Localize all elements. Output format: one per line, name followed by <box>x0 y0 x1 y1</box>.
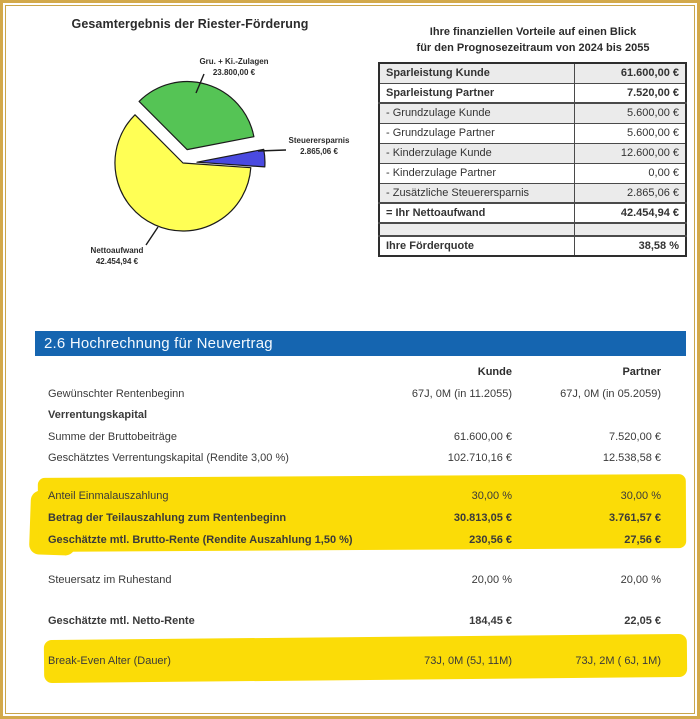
row-value: 2.865,06 € <box>574 183 686 203</box>
projection-row-brutto-rente <box>0 534 700 549</box>
row-value-partner: 30,00 % <box>620 490 661 502</box>
table-row <box>379 183 686 203</box>
row-value: 38,58 % <box>574 236 686 256</box>
projection-row-verrentungskapital-rendite <box>0 452 700 467</box>
benefits-title-line1: Ihre finanziellen Vorteile auf einen Blick <box>429 26 637 38</box>
row-value: 61.600,00 € <box>574 63 686 83</box>
benefits-title-line2: für den Prognosezeitraum von 2024 bis 2055 <box>416 42 650 54</box>
pie-connector-yellow <box>146 227 158 245</box>
row-value-partner: 67J, 0M (in 05.2059) <box>560 388 661 400</box>
row-label: Break-Even Alter (Dauer) <box>48 655 171 667</box>
row-value-kunde: 67J, 0M (in 11.2055) <box>411 388 512 400</box>
row-value-kunde: 102.710,16 € <box>447 452 512 464</box>
row-value: 0,00 € <box>574 163 686 183</box>
table-row-spacer <box>379 223 686 236</box>
row-value-kunde: 61.600,00 € <box>453 431 512 443</box>
row-value-kunde: 30,00 % <box>471 490 512 502</box>
projection-column-headers <box>0 366 700 381</box>
projection-row-verrentungskapital <box>0 409 700 424</box>
row-value-partner: 73J, 2M ( 6J, 1M) <box>575 655 661 667</box>
row-value-kunde: 20,00 % <box>471 574 512 586</box>
row-label: - Zusätzliche Steuerersparnis <box>379 183 574 203</box>
row-value: 12.600,00 € <box>574 143 686 163</box>
row-label: - Kinderzulage Partner <box>379 163 574 183</box>
row-label: Steuersatz im Ruhestand <box>48 574 172 586</box>
row-value-partner: 20,00 % <box>620 574 661 586</box>
table-row <box>379 83 686 103</box>
projection-row-bruttobeitraege <box>0 431 700 446</box>
table-row <box>379 203 686 223</box>
row-label: Sparleistung Kunde <box>379 63 574 83</box>
projection-row-netto-rente <box>0 615 700 630</box>
projection-row-rentenbeginn <box>0 388 700 403</box>
benefits-summary <box>378 24 688 257</box>
pie-label-steuerersparnis <box>277 136 361 157</box>
column-header-kunde: Kunde <box>477 366 512 378</box>
row-value-kunde: 30.813,05 € <box>453 512 512 524</box>
row-label: Geschätzte mtl. Netto-Rente <box>48 615 195 627</box>
row-label: Geschätztes Verrentungskapital (Rendite 3,00 %) <box>48 452 289 464</box>
column-header-partner: Partner <box>622 366 661 378</box>
row-label: Summe der Bruttobeiträge <box>48 431 178 443</box>
projection-row-steuersatz <box>0 574 700 589</box>
row-value-kunde: 230,56 € <box>469 534 512 546</box>
pie-label-steuerersparnis-name: Steuerersparnis <box>288 136 350 145</box>
table-row <box>379 143 686 163</box>
pie-label-nettoaufwand-value: 42.454,94 € <box>95 256 139 266</box>
row-label: Anteil Einmalauszahlung <box>48 490 169 502</box>
row-value-partner: 27,56 € <box>624 534 661 546</box>
row-label: Gewünschter Rentenbeginn <box>48 388 185 400</box>
row-value-partner: 3.761,57 € <box>609 512 661 524</box>
table-row <box>379 236 686 256</box>
row-value: 5.600,00 € <box>574 123 686 143</box>
row-label: - Grundzulage Kunde <box>379 103 574 123</box>
pie-chart-title: Gesamtergebnis der Riester-Förderung <box>71 17 309 31</box>
row-value: 5.600,00 € <box>574 103 686 123</box>
table-row <box>379 103 686 123</box>
benefits-table <box>378 62 687 257</box>
table-row <box>379 63 686 83</box>
row-label: Sparleistung Partner <box>379 83 574 103</box>
row-value: 7.520,00 € <box>574 83 686 103</box>
section-header-hochrechnung <box>35 331 686 356</box>
row-label: Ihre Förderquote <box>379 236 574 256</box>
row-label: = Ihr Nettoaufwand <box>379 203 574 223</box>
row-label: - Grundzulage Partner <box>379 123 574 143</box>
pie-label-zulagen-value: 23.800,00 € <box>212 67 256 77</box>
row-label: Geschätzte mtl. Brutto-Rente (Rendite Auszahlung 1,50 %) <box>48 534 353 546</box>
pie-label-zulagen-name: Gru. + Ki.-Zulagen <box>199 57 269 66</box>
pie-label-steuerersparnis-value: 2.865,06 € <box>300 146 338 156</box>
pie-label-zulagen <box>174 57 294 78</box>
row-value-kunde: 184,45 € <box>469 615 512 627</box>
row-value-kunde: 73J, 0M (5J, 11M) <box>424 655 512 667</box>
projection-row-break-even <box>0 655 700 670</box>
pie-label-nettoaufwand <box>67 246 167 267</box>
projection-row-einmalauszahlung <box>0 490 700 505</box>
pie-label-nettoaufwand-name: Nettoaufwand <box>90 246 144 255</box>
row-label: Verrentungskapital <box>48 409 148 421</box>
row-label: Betrag der Teilauszahlung zum Rentenbeginn <box>48 512 287 524</box>
projection-row-teilauszahlung <box>0 512 700 527</box>
benefits-title <box>378 24 688 56</box>
row-value-partner: 7.520,00 € <box>609 431 661 443</box>
row-label: - Kinderzulage Kunde <box>379 143 574 163</box>
row-label <box>379 223 574 236</box>
row-value <box>574 223 686 236</box>
row-value: 42.454,94 € <box>574 203 686 223</box>
section-title: 2.6 Hochrechnung für Neuvertrag <box>44 335 273 352</box>
table-row <box>379 163 686 183</box>
row-value-partner: 12.538,58 € <box>602 452 661 464</box>
table-row <box>379 123 686 143</box>
row-value-partner: 22,05 € <box>624 615 661 627</box>
